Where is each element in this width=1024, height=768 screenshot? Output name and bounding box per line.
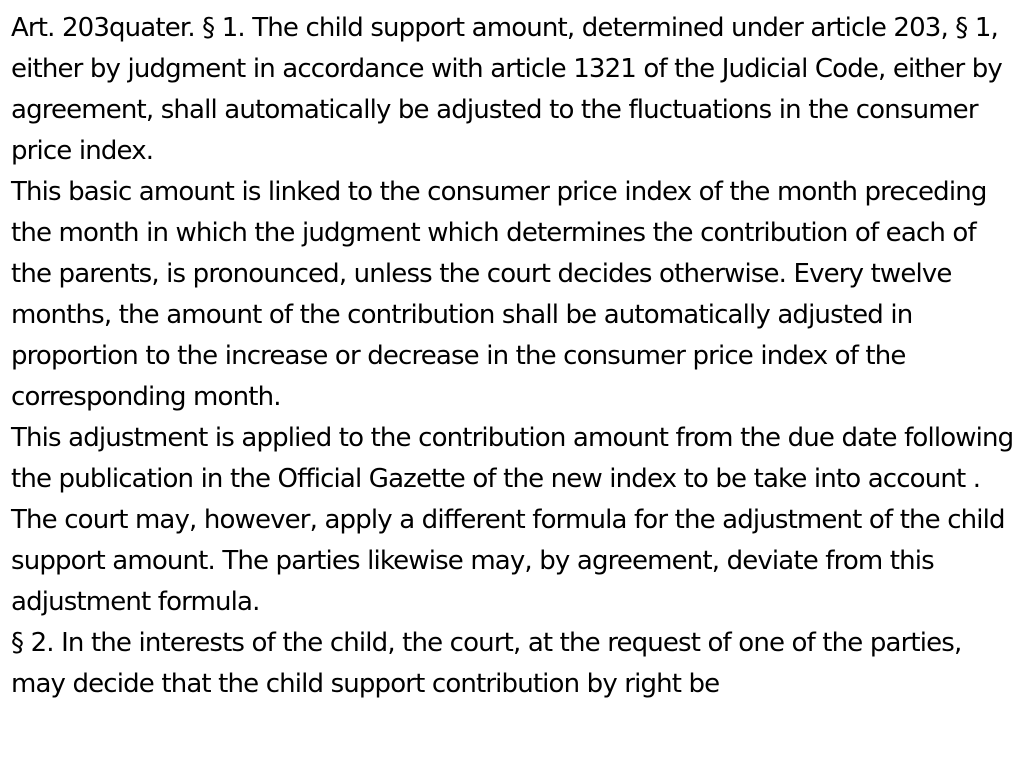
paragraph-section-2: § 2. In the interests of the child, the court, at the request of one of the parties, may decide that the child support contribution by right be [11, 628, 962, 699]
paragraph-basic-amount-index: This basic amount is linked to the consumer price index of the month preceding the month in which the judgment which determines the contribution of each of the parents, is pronounced, unless the court decides otherwise. Every twelve months, the amount of the contribution shall be automatically adjusted in proportion to the increase or decrease in the consumer price index of the corresponding month. [11, 177, 987, 412]
document-text [11, 8, 1015, 705]
paragraph-adjustment-application: This adjustment is applied to the contribution amount from the due date following the publication in the Official Gazette of the new index to be take into account . [11, 423, 1014, 494]
paragraph-art-203quater-section-1: Art. 203quater. § 1. The child support amount, determined under article 203, § 1, either by judgment in accordance with article 1321 of the Judicial Code, either by agreement, shall automatically be adjusted to the fluctuations in the consumer price index. [11, 13, 1002, 166]
paragraph-different-formula: The court may, however, apply a different formula for the adjustment of the child support amount. The parties likewise may, by agreement, deviate from this adjustment formula. [11, 505, 1005, 617]
